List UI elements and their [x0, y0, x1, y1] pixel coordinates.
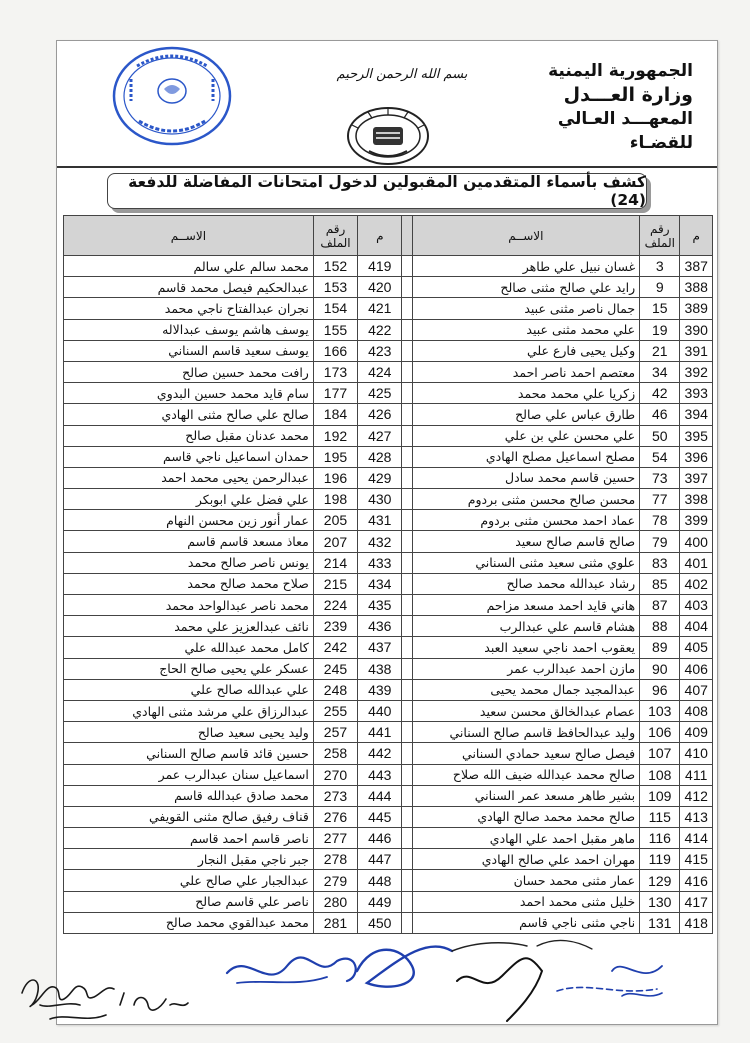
right-file-cell: 87: [640, 595, 680, 616]
left-file-cell: 152: [313, 256, 357, 277]
letterhead: [493, 59, 693, 155]
left-name-cell: يوسف سعيد قاسم السناني: [64, 340, 314, 361]
column-gap: [402, 256, 412, 277]
right-seq-cell: 408: [680, 700, 713, 721]
column-gap: [402, 743, 412, 764]
left-file-cell: 184: [313, 404, 357, 425]
left-file-cell: 177: [313, 383, 357, 404]
table-row: [64, 806, 713, 827]
column-gap: [402, 700, 412, 721]
right-file-cell: 119: [640, 849, 680, 870]
right-seq-cell: 414: [680, 828, 713, 849]
left-file-cell: 192: [313, 425, 357, 446]
left-seq-cell: 428: [358, 446, 402, 467]
signature-scribbles: [227, 940, 662, 1021]
left-name-cell: قناف رفيق صالح مثنى القويفي: [64, 806, 314, 827]
left-file-cell: 257: [313, 722, 357, 743]
column-gap: [402, 467, 412, 488]
institute-emblem-icon: [343, 105, 433, 167]
table-row: [64, 489, 713, 510]
left-file-cell: 245: [313, 658, 357, 679]
left-file-cell: 155: [313, 319, 357, 340]
right-name-cell: عماد احمد محسن مثنى بردوم: [412, 510, 640, 531]
left-seq-cell: 439: [358, 679, 402, 700]
left-name-cell: يوسف هاشم يوسف عبدالاله: [64, 319, 314, 340]
right-seq-cell: 397: [680, 467, 713, 488]
right-seq-cell: 415: [680, 849, 713, 870]
right-name-cell: رشاد عبدالله محمد صالح: [412, 573, 640, 594]
table-row: [64, 616, 713, 637]
table-row: [64, 383, 713, 404]
left-seq-cell: 426: [358, 404, 402, 425]
right-seq-cell: 396: [680, 446, 713, 467]
left-seq-cell: 430: [358, 489, 402, 510]
right-file-cell: 9: [640, 277, 680, 298]
right-name-cell: غسان نبيل علي طاهر: [412, 256, 640, 277]
right-seq-cell: 394: [680, 404, 713, 425]
left-name-cell: حسين قائد قاسم صالح السناني: [64, 743, 314, 764]
left-file-cell: 198: [313, 489, 357, 510]
right-seq-cell: 400: [680, 531, 713, 552]
right-file-cell: 77: [640, 489, 680, 510]
right-name-cell: صالح محمد محمد صالح الهادي: [412, 806, 640, 827]
right-name-cell: عصام عبدالخالق محسن سعيد: [412, 700, 640, 721]
table-row: [64, 849, 713, 870]
column-gap: [402, 552, 412, 573]
candidates-table: [63, 215, 713, 934]
document-sheet: [56, 40, 718, 1025]
right-file-cell: 109: [640, 785, 680, 806]
right-file-cell: 46: [640, 404, 680, 425]
right-file-cell: 34: [640, 361, 680, 382]
left-seq-cell: 441: [358, 722, 402, 743]
republic-name: الجمهورية اليمنية: [548, 61, 693, 81]
left-name-cell: عبدالرزاق علي مرشد مثنى الهادي: [64, 700, 314, 721]
left-file-cell: 224: [313, 595, 357, 616]
left-seq-cell: 440: [358, 700, 402, 721]
table-row: [64, 531, 713, 552]
left-name-cell: نجران عبدالفتاح ناجي محمد: [64, 298, 314, 319]
left-seq-cell: 435: [358, 595, 402, 616]
table-row: [64, 510, 713, 531]
right-file-cell: 83: [640, 552, 680, 573]
column-gap: [402, 616, 412, 637]
table-row: [64, 679, 713, 700]
left-file-cell: 205: [313, 510, 357, 531]
column-gap: [402, 679, 412, 700]
column-gap: [402, 722, 412, 743]
document-title: كشف بأسماء المتقدمين المقبولين لدخول امتحانات المفاضلة للدفعة (24): [107, 173, 647, 209]
right-file-cell: 54: [640, 446, 680, 467]
left-seq-cell: 419: [358, 256, 402, 277]
table-row: [64, 404, 713, 425]
left-name-cell: عبدالحكيم فيصل محمد قاسم: [64, 277, 314, 298]
right-name-cell: صالح قاسم صالح سعيد: [412, 531, 640, 552]
right-seq-cell: 411: [680, 764, 713, 785]
left-seq-cell: 436: [358, 616, 402, 637]
right-name-cell: خليل مثنى محمد احمد: [412, 891, 640, 912]
left-name-cell: كامل محمد عبدالله علي: [64, 637, 314, 658]
right-seq-cell: 407: [680, 679, 713, 700]
column-gap: [402, 216, 412, 256]
left-seq-cell: 447: [358, 849, 402, 870]
right-name-cell: مازن احمد عبدالرب عمر: [412, 658, 640, 679]
left-file-cell: 239: [313, 616, 357, 637]
table-row: [64, 637, 713, 658]
right-seq-cell: 399: [680, 510, 713, 531]
right-file-cell: 103: [640, 700, 680, 721]
right-file-cell: 108: [640, 764, 680, 785]
right-seq-cell: 393: [680, 383, 713, 404]
right-seq-cell: 387: [680, 256, 713, 277]
col-name-right: الاســم: [412, 216, 640, 256]
table-row: [64, 595, 713, 616]
right-file-cell: 42: [640, 383, 680, 404]
right-seq-cell: 410: [680, 743, 713, 764]
right-seq-cell: 395: [680, 425, 713, 446]
left-file-cell: 270: [313, 764, 357, 785]
right-file-cell: 78: [640, 510, 680, 531]
right-seq-cell: 404: [680, 616, 713, 637]
right-name-cell: هاني قايد احمد مسعد مزاحم: [412, 595, 640, 616]
right-seq-cell: 389: [680, 298, 713, 319]
column-gap: [402, 298, 412, 319]
col-name-left: الاســم: [64, 216, 314, 256]
left-seq-cell: 423: [358, 340, 402, 361]
left-name-cell: علي فضل علي ابوبكر: [64, 489, 314, 510]
left-file-cell: 214: [313, 552, 357, 573]
col-file-right: رقم الملف: [640, 216, 680, 256]
table-row: [64, 467, 713, 488]
right-name-cell: عبدالمجيد جمال محمد يحيى: [412, 679, 640, 700]
table-row: [64, 298, 713, 319]
column-gap: [402, 361, 412, 382]
table-row: [64, 722, 713, 743]
left-name-cell: رافت محمد حسين صالح: [64, 361, 314, 382]
left-file-cell: 166: [313, 340, 357, 361]
right-file-cell: 116: [640, 828, 680, 849]
right-name-cell: ناجي مثنى ناجي قاسم: [412, 912, 640, 933]
right-name-cell: وليد عبدالحافظ قاسم صالح السناني: [412, 722, 640, 743]
right-name-cell: مصلح اسماعيل مصلح الهادي: [412, 446, 640, 467]
right-seq-cell: 416: [680, 870, 713, 891]
right-seq-cell: 391: [680, 340, 713, 361]
right-name-cell: معتصم احمد ناصر احمد: [412, 361, 640, 382]
left-file-cell: 215: [313, 573, 357, 594]
left-seq-cell: 450: [358, 912, 402, 933]
table-row: [64, 828, 713, 849]
left-seq-cell: 442: [358, 743, 402, 764]
table-row: [64, 256, 713, 277]
left-seq-cell: 444: [358, 785, 402, 806]
right-name-cell: ماهر مقبل احمد علي الهادي: [412, 828, 640, 849]
column-gap: [402, 510, 412, 531]
table-row: [64, 700, 713, 721]
column-gap: [402, 383, 412, 404]
right-seq-cell: 417: [680, 891, 713, 912]
left-seq-cell: 443: [358, 764, 402, 785]
left-name-cell: معاذ مسعد قاسم قاسم: [64, 531, 314, 552]
column-gap: [402, 764, 412, 785]
table-row: [64, 870, 713, 891]
institute-name: المعهـــد العـالي للقضـاء: [557, 109, 693, 153]
right-seq-cell: 418: [680, 912, 713, 933]
right-file-cell: 21: [640, 340, 680, 361]
left-file-cell: 280: [313, 891, 357, 912]
left-name-cell: عمار أنور زين محسن النهام: [64, 510, 314, 531]
left-name-cell: سام قايد محمد حسين البدوي: [64, 383, 314, 404]
right-file-cell: 73: [640, 467, 680, 488]
right-seq-cell: 398: [680, 489, 713, 510]
column-gap: [402, 340, 412, 361]
handwritten-signature-bottom-left: [10, 965, 200, 1031]
left-file-cell: 153: [313, 277, 357, 298]
right-seq-cell: 403: [680, 595, 713, 616]
left-name-cell: علي عبدالله صالح علي: [64, 679, 314, 700]
table-row: [64, 573, 713, 594]
table-row: [64, 785, 713, 806]
right-seq-cell: 401: [680, 552, 713, 573]
ministry-name: وزارة العـــدل: [563, 84, 693, 106]
left-name-cell: نائف عبدالعزيز علي محمد: [64, 616, 314, 637]
table-row: [64, 340, 713, 361]
left-name-cell: محمد صادق عبدالله قاسم: [64, 785, 314, 806]
left-seq-cell: 427: [358, 425, 402, 446]
left-file-cell: 281: [313, 912, 357, 933]
left-name-cell: ناصر قاسم احمد قاسم: [64, 828, 314, 849]
left-seq-cell: 424: [358, 361, 402, 382]
right-name-cell: علي محسن علي بن علي: [412, 425, 640, 446]
right-file-cell: 50: [640, 425, 680, 446]
column-gap: [402, 404, 412, 425]
right-file-cell: 79: [640, 531, 680, 552]
left-file-cell: 154: [313, 298, 357, 319]
right-name-cell: هشام قاسم علي عبدالرب: [412, 616, 640, 637]
column-gap: [402, 849, 412, 870]
column-gap: [402, 828, 412, 849]
col-seq-right: م: [680, 216, 713, 256]
left-seq-cell: 449: [358, 891, 402, 912]
official-stamp: [107, 41, 237, 151]
right-seq-cell: 409: [680, 722, 713, 743]
table-header-row: [64, 216, 713, 256]
column-gap: [402, 319, 412, 340]
left-file-cell: 196: [313, 467, 357, 488]
right-seq-cell: 390: [680, 319, 713, 340]
table-row: [64, 319, 713, 340]
right-name-cell: زكريا علي محمد محمد: [412, 383, 640, 404]
right-name-cell: علوي مثنى سعيد مثنى السناني: [412, 552, 640, 573]
column-gap: [402, 806, 412, 827]
table-row: [64, 277, 713, 298]
right-file-cell: 90: [640, 658, 680, 679]
column-gap: [402, 658, 412, 679]
left-name-cell: محمد عدنان مقبل صالح: [64, 425, 314, 446]
left-seq-cell: 421: [358, 298, 402, 319]
right-seq-cell: 402: [680, 573, 713, 594]
column-gap: [402, 595, 412, 616]
left-seq-cell: 446: [358, 828, 402, 849]
left-file-cell: 258: [313, 743, 357, 764]
right-seq-cell: 412: [680, 785, 713, 806]
column-gap: [402, 573, 412, 594]
right-name-cell: طارق عباس علي صالح: [412, 404, 640, 425]
right-name-cell: فيصل صالح سعيد حمادي السناني: [412, 743, 640, 764]
right-name-cell: بشير طاهر مسعد عمر السناني: [412, 785, 640, 806]
table-row: [64, 658, 713, 679]
column-gap: [402, 785, 412, 806]
right-file-cell: 115: [640, 806, 680, 827]
right-file-cell: 3: [640, 256, 680, 277]
column-gap: [402, 425, 412, 446]
right-name-cell: وكيل يحيى فارع علي: [412, 340, 640, 361]
right-seq-cell: 406: [680, 658, 713, 679]
left-name-cell: اسماعيل سنان عبدالرب عمر: [64, 764, 314, 785]
column-gap: [402, 870, 412, 891]
left-name-cell: جبر ناجي مقبل النجار: [64, 849, 314, 870]
left-file-cell: 273: [313, 785, 357, 806]
right-seq-cell: 392: [680, 361, 713, 382]
column-gap: [402, 891, 412, 912]
left-file-cell: 195: [313, 446, 357, 467]
left-name-cell: عبدالجبار علي صالح علي: [64, 870, 314, 891]
column-gap: [402, 277, 412, 298]
left-file-cell: 276: [313, 806, 357, 827]
right-seq-cell: 413: [680, 806, 713, 827]
right-file-cell: 129: [640, 870, 680, 891]
right-file-cell: 88: [640, 616, 680, 637]
table-row: [64, 446, 713, 467]
right-file-cell: 96: [640, 679, 680, 700]
right-file-cell: 107: [640, 743, 680, 764]
table-row: [64, 891, 713, 912]
right-name-cell: محسن صالح محسن مثنى بردوم: [412, 489, 640, 510]
right-name-cell: جمال ناصر مثنى عبيد: [412, 298, 640, 319]
right-name-cell: علي محمد مثنى عبيد: [412, 319, 640, 340]
left-name-cell: صالح علي صالح مثنى الهادي: [64, 404, 314, 425]
left-seq-cell: 434: [358, 573, 402, 594]
table-row: [64, 425, 713, 446]
right-file-cell: 85: [640, 573, 680, 594]
left-seq-cell: 432: [358, 531, 402, 552]
left-seq-cell: 437: [358, 637, 402, 658]
left-seq-cell: 448: [358, 870, 402, 891]
right-file-cell: 19: [640, 319, 680, 340]
right-name-cell: يعقوب احمد ناجي سعيد العبد: [412, 637, 640, 658]
column-gap: [402, 446, 412, 467]
left-seq-cell: 422: [358, 319, 402, 340]
left-name-cell: وليد يحيى سعيد صالح: [64, 722, 314, 743]
left-file-cell: 207: [313, 531, 357, 552]
left-seq-cell: 438: [358, 658, 402, 679]
left-seq-cell: 429: [358, 467, 402, 488]
column-gap: [402, 531, 412, 552]
left-seq-cell: 433: [358, 552, 402, 573]
left-seq-cell: 445: [358, 806, 402, 827]
left-name-cell: محمد عبدالقوي محمد صالح: [64, 912, 314, 933]
left-name-cell: صلاح محمد صالح محمد: [64, 573, 314, 594]
right-name-cell: عمار مثنى محمد حسان: [412, 870, 640, 891]
table-row: [64, 743, 713, 764]
right-file-cell: 131: [640, 912, 680, 933]
column-gap: [402, 489, 412, 510]
left-name-cell: عسكر علي يحيى صالح الحاج: [64, 658, 314, 679]
left-seq-cell: 431: [358, 510, 402, 531]
right-seq-cell: 405: [680, 637, 713, 658]
left-file-cell: 279: [313, 870, 357, 891]
right-file-cell: 15: [640, 298, 680, 319]
header-divider: [57, 166, 717, 168]
col-seq-left: م: [358, 216, 402, 256]
right-file-cell: 130: [640, 891, 680, 912]
right-seq-cell: 388: [680, 277, 713, 298]
left-seq-cell: 420: [358, 277, 402, 298]
right-name-cell: رايد علي صالح مثنى صالح: [412, 277, 640, 298]
left-name-cell: حمدان اسماعيل ناجي قاسم: [64, 446, 314, 467]
basmala: بسم الله الرحمن الرحيم: [336, 67, 468, 82]
left-file-cell: 242: [313, 637, 357, 658]
left-name-cell: ناصر علي قاسم صالح: [64, 891, 314, 912]
right-name-cell: مهران احمد علي صالح الهادي: [412, 849, 640, 870]
left-file-cell: 173: [313, 361, 357, 382]
col-file-left: رقم الملف: [313, 216, 357, 256]
left-name-cell: محمد ناصر عبدالواحد محمد: [64, 595, 314, 616]
table-row: [64, 764, 713, 785]
left-file-cell: 255: [313, 700, 357, 721]
table-row: [64, 552, 713, 573]
table-row: [64, 361, 713, 382]
left-file-cell: 278: [313, 849, 357, 870]
left-name-cell: محمد سالم علي سالم: [64, 256, 314, 277]
right-file-cell: 89: [640, 637, 680, 658]
left-file-cell: 248: [313, 679, 357, 700]
column-gap: [402, 637, 412, 658]
left-name-cell: عبدالرحمن يحيى محمد احمد: [64, 467, 314, 488]
left-name-cell: يونس ناصر صالح محمد: [64, 552, 314, 573]
right-file-cell: 106: [640, 722, 680, 743]
right-name-cell: حسين قاسم محمد سادل: [412, 467, 640, 488]
left-file-cell: 277: [313, 828, 357, 849]
right-name-cell: صالح محمد عبدالله ضيف الله صلاح: [412, 764, 640, 785]
left-seq-cell: 425: [358, 383, 402, 404]
